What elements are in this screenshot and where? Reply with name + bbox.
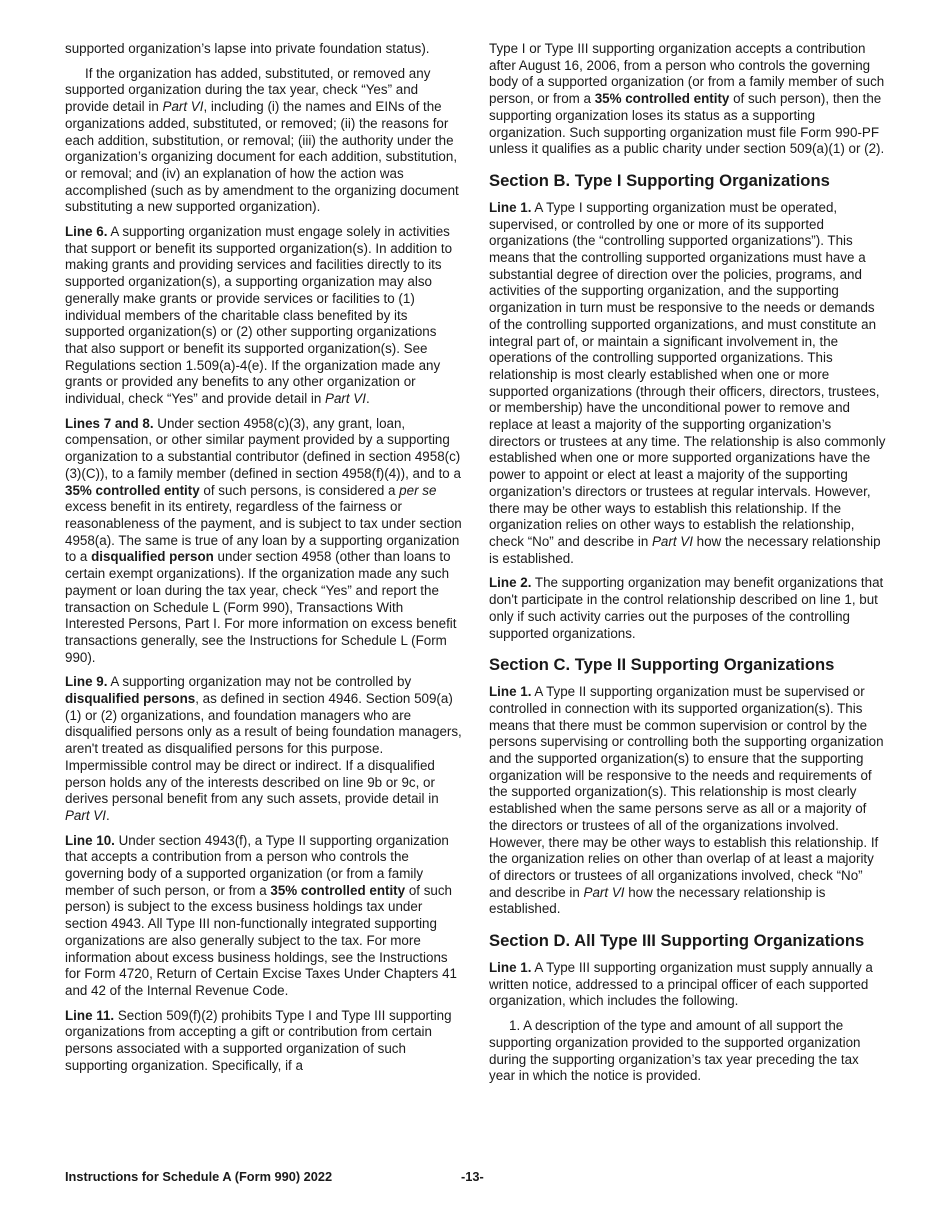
lines-7-8-label: Lines 7 and 8. bbox=[65, 415, 154, 431]
paragraph-line-6: Line 6. A supporting organization must engage solely in activities that support or benefit its supported organization(s). In addition to making grants and providing services and facilities directly to its supported organization(s), a supporting organization may also generally make grants or provide services or facilities to (1) individual members of the charitable class benefited by its supported organization(s) or (2) other supporting organizations that also support or benefit its supported organization(s). See Regulations section 1.509(a)-4(e). If the organization made any grants or provided any benefits to any other organization or individual, check “Yes” and provide detail in Part VI. bbox=[65, 224, 453, 407]
paragraph-added-substituted: If the organization has added, substituted, or removed any supported organization during the tax year, check “Yes” and provide detail in Part VI, including (i) the names and EINs of the organizations added, substituted, or removed; (ii) the reasons for each addition, substitution, or removal; (iii) the authority under the organization’s organizing document for each addition, substitution, or removal; and (iv) an explanation of how the action was accomplished (such as by amendment to the organizing document substituting a new supported organization). bbox=[65, 65, 459, 215]
page-number: -13- bbox=[461, 1169, 484, 1184]
section-d-line-1-label: Line 1. bbox=[489, 960, 532, 976]
section-b-line-2-label: Line 2. bbox=[489, 575, 532, 591]
paragraph-section-b-line-2: Line 2. The supporting organization may benefit organizations that don't participate in the control relationship described on line 1, but only if such activity carries out the purposes of the controlling supported organizations. bbox=[489, 575, 884, 641]
paragraph-section-b-line-1: Line 1. A Type I supporting organization must be operated, supervised, or controlled by one or more of its supported organizations (the “controlling supported organizations”). This means that the controlling supported organizations must have a substantial degree of direction over the policies, programs, and activities of the supporting organization, and the supporting organization in turn must be responsive to the needs or demands of the controlling supported organizations, and must constitute an integral part of, or maintain a significant involvement in, the operations of the controlling supported organizations. This relationship is most clearly established when one or more supported organizations (through their officers, directors, trustees, or membership) have the unconditional power to remove and replace at least a majority of the supporting organization’s directors or trustees at any time. The relationship is also commonly established when one or more supported organizations have the power to appoint or elect at least a majority of the supporting organization’s directors or trustees at regular intervals. However, there may be other ways to establish this relationship. If the organization relies on other ways to establish the relationship, check “No” and describe in Part VI how the necessary relationship is established. bbox=[489, 199, 886, 566]
right-column bbox=[489, 41, 886, 1093]
paragraph-line-9: Line 9. A supporting organization may not be controlled by disqualified persons, as defined in section 4946. Section 509(a)(1) or (2) organizations, and foundation managers who are disqualified persons only as a result of being foundation managers, aren't treated as disqualified persons for this purpose. Impermissible control may be direct or indirect. If a disqualified person holds any of the interests described on line 9b or 9c, or derives personal benefit from any such assets, provide detail in Part VI. bbox=[65, 674, 462, 823]
paragraph-line-10: Line 10. Under section 4943(f), a Type II supporting organization that accepts a contribution from a person who controls the governing body of a supported organization (or from a family member of such person, or from a 35% controlled entity of such person) is subject to the excess business holdings tax under section 4943. All Type III non-functionally integrated supporting organizations are also generally subject to the tax. For more information about excess business holdings, see the Instructions for Form 4720, Return of Certain Excise Taxes Under Chapters 41 and 42 of the Internal Revenue Code. bbox=[65, 832, 457, 998]
section-b-heading: Section B. Type I Supporting Organizations bbox=[489, 170, 830, 190]
line-9-label: Line 9. bbox=[65, 674, 108, 690]
paragraph-section-d-item-1: 1. A description of the type and amount of all support the supporting organization provided to the supported organization during the supporting organization’s tax year preceding the tax year in which the notice is provided. bbox=[489, 1018, 861, 1084]
section-d-heading: Section D. All Type III Supporting Organizations bbox=[489, 931, 865, 951]
section-c-heading: Section C. Type II Supporting Organizations bbox=[489, 655, 835, 675]
paragraph-line-11: Line 11. Section 509(f)(2) prohibits Type I and Type III supporting organizations from accepting a gift or contribution from certain persons associated with a supported organization of such supporting organization. Specifically, if a bbox=[65, 1007, 452, 1073]
paragraph-section-d-line-1: Line 1. A Type III supporting organization must supply annually a written notice, addressed to a principal officer of each supported organization, which includes the following. bbox=[489, 960, 873, 1009]
line-11-label: Line 11. bbox=[65, 1007, 115, 1023]
section-c-line-1-label: Line 1. bbox=[489, 684, 532, 700]
paragraph-line-11-continued: Type I or Type III supporting organization accepts a contribution after August 16, 2006, from a person who controls the governing body of a supported organization (or from a family member of such person, or from a 35% controlled entity of such person), then the supporting organization loses its status as a supporting organization. Such supporting organization must file Form 990-PF unless it qualifies as a public charity under section 509(a)(1) or (2). bbox=[489, 41, 885, 157]
line-10-label: Line 10. bbox=[65, 832, 115, 848]
paragraph-section-c-line-1: Line 1. A Type II supporting organization must be supervised or controlled in connection with its supported organization(s). This means that there must be common supervision or control by the persons supervising or controlling both the supporting organization and the supported organization(s) to ensure that the supporting organization will be responsive to the needs and requirements of the supported organization(s). This relationship is most clearly established when the same persons serve as all or a majority of the directors or trustees of all of the organizations involved. However, there may be other ways to establish this relationship. If the organization relies on other than overlap of at least a majority of directors or trustees of all organizations involved, check “No” and describe in Part VI how the necessary relationship is established. bbox=[489, 684, 884, 917]
left-column bbox=[65, 41, 462, 1082]
section-b-line-1-label: Line 1. bbox=[489, 199, 532, 215]
paragraph-lines-7-8: Lines 7 and 8. Under section 4958(c)(3), any grant, loan, compensation, or other similar payment provided by a supporting organization to a substantial contributor (defined in section 4958(c)(3)(C)), to a family member (defined in section 4958(f)(4)), and to a 35% controlled entity of such persons, is considered a per se excess benefit in its entirety, regardless of the fairness or reasonableness of the payment, and is subject to tax under section 4958(a). The same is true of any loan by a supporting organization to a disqualified person under section 4958 (other than loans to certain exempt organizations). If the organization made any such payment or loan during the tax year, check “Yes” and report the transaction on Schedule L (Form 990), Transactions With Interested Persons, Part I. For more information on excess benefit transactions generally, see the Instructions for Schedule L (Form 990). bbox=[65, 415, 462, 665]
footer-title: Instructions for Schedule A (Form 990) 2022 bbox=[65, 1169, 333, 1184]
line-6-label: Line 6. bbox=[65, 224, 108, 240]
paragraph-lapse-status: supported organization’s lapse into private foundation status). bbox=[65, 41, 430, 56]
